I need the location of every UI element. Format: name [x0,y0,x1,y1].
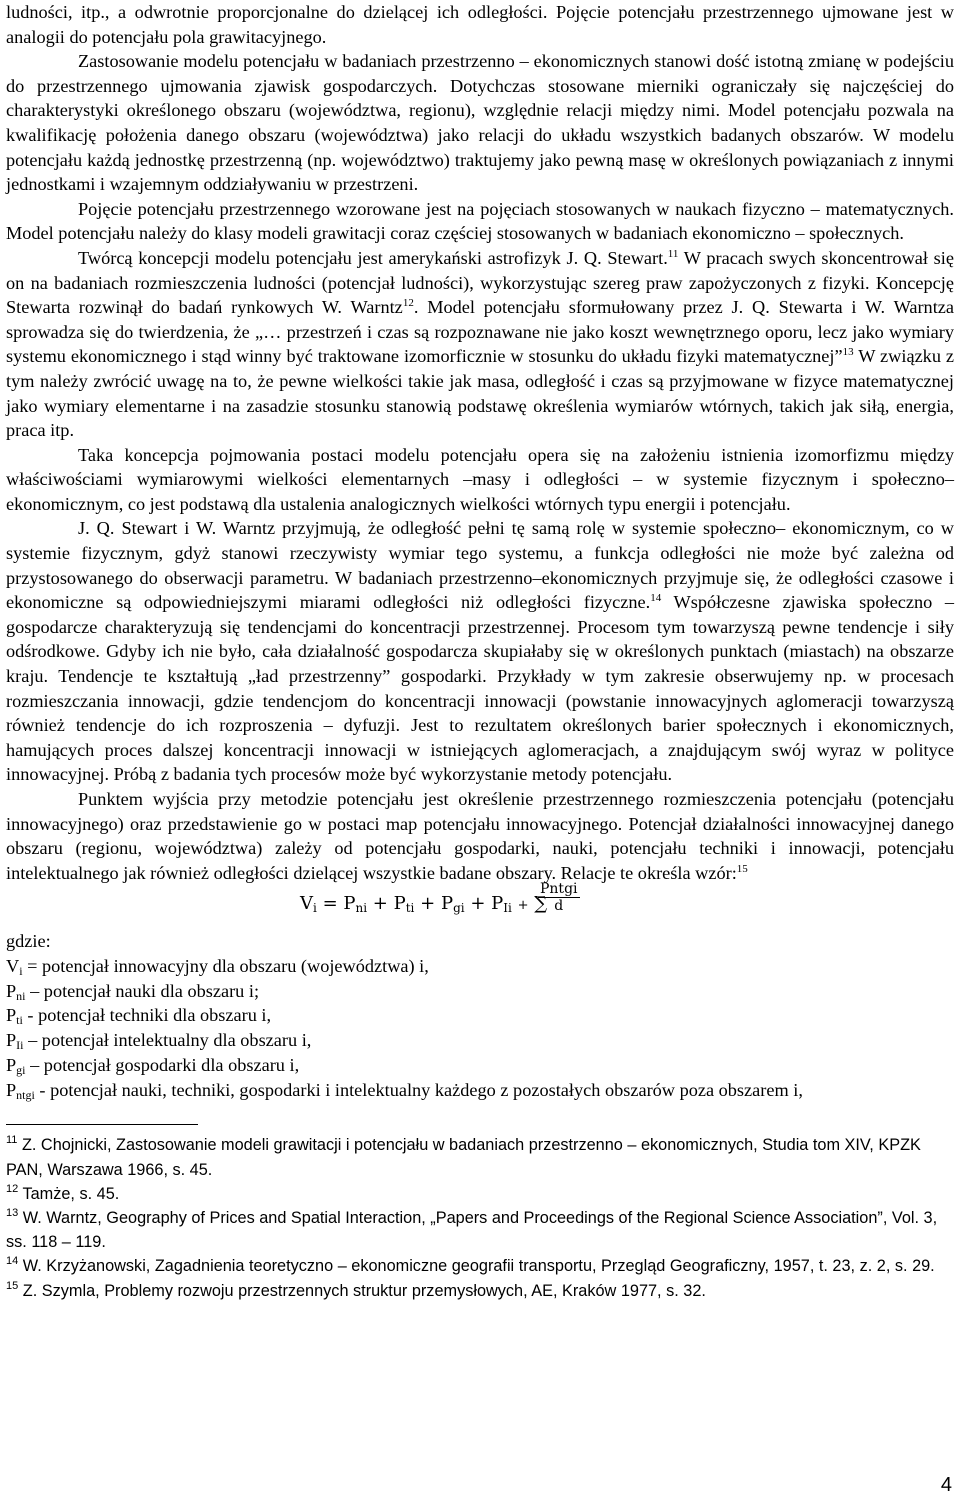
paragraph-text: Twórcą koncepcji modelu potencjału jest amerykański astrofizyk J. Q. Stewart. [78,247,668,268]
definition-text: = potencjał innowacyjny dla obszaru (województwa) i, [22,956,429,977]
paragraph-text: Punktem wyjścia przy metodzie potencjału jest określenie przestrzennego rozmieszczenia potencjału (potencjału innowacyjnego) oraz przedstawienie go w postaci map potencjału innowacyjnego. Potencjał działalności innowacyjnej danego obszaru (regionu, województwa) zależy od potencjału gospodarki, nauki, potencjału techniki i innowacji, potencjału intelektualnego jak również odległości dzielącej wszystkie badane obszary. Relacje te określa wzór: [6,789,954,883]
definition-text: – potencjał gospodarki dla obszaru i, [25,1054,300,1075]
page-number: 4 [940,1474,952,1496]
definition-subscript: i [19,964,23,979]
paragraph-text: Taka koncepcja pojmowania postaci modelu potencjału opera się na założeniu istnienia izomorfizmu między właściwościami wymiarowymi wielkości elementarnych –masy i odległości – w systemie fizycznym i społeczno–ekonomicznym, co jest podstawą dla ustalenia analogicznych wielkości wtórnych typu energii i potencjału. [6,444,954,514]
definition-subscript: Ii [16,1038,24,1053]
footnote [6,1206,954,1254]
footnotes [6,1133,954,1302]
footnote-reference: 11 [667,247,679,260]
formula-expression: $V_i = P_{ni} + P_{ti} + P_{gi} + P_{Ii}$ + ∑ [300,893,548,916]
paragraph-text: . Model potencjału sformułowany przez J. Q. Stewarta i W. Warntza sprowadza się do twierdzenia, że „… przestrzeń i czas są rozpoznawane nie jako koszt wewnętrznego oporu, lecz jako wymiary systemu ekonomicznego i stąd winny być traktowane izomorficznie w stosunku do układu fizyki matematycznej” [6,297,955,367]
footnote-reference: 14 [650,592,662,605]
paragraph [6,197,954,246]
document-page [6,0,954,1303]
definition-symbol: V [6,956,20,977]
footnote-number: 12 [6,1182,19,1195]
definition-symbol: P [6,1005,17,1026]
paragraph-text: W związku z tym należy zwrócić uwagę na to, że pewne wielkości takie jak masa, odległość i czas są przyjmowane w fizyce matematycznej jako wymiary elementarne i na zasadzie stosunku stanowią podstawę określenia wymiarów wtórnych, takich jak siłą, energia, praca itp. [6,346,954,441]
paragraph [6,246,954,443]
definition-symbol: P [6,1079,17,1100]
definition-item [6,1078,954,1103]
definitions-intro: gdzie: [6,931,51,952]
footnote [6,1182,954,1206]
definition-text: – potencjał nauki dla obszaru i; [25,980,260,1001]
paragraph [6,787,954,885]
footnote-reference: 15 [736,862,748,875]
definition-subscript: gi [16,1062,26,1077]
definition-symbol: P [6,1054,17,1075]
definition-item [6,1003,954,1028]
definition-text: – potencjał intelektualny dla obszaru i, [23,1030,312,1051]
definition-text: - potencjał techniki dla obszaru i, [22,1005,272,1026]
footnote [6,1279,954,1303]
footnote-text: Z. Szymla, Problemy rozwoju przestrzennych struktur przemysłowych, AE, Kraków 1977, s. 32. [18,1281,706,1300]
definitions-list [6,954,954,1102]
definition-subscript: ni [16,988,26,1003]
footnote-separator [6,1124,198,1125]
paragraph-text: Pojęcie potencjału przestrzennego wzorowane jest na pojęciach stosowanych w naukach fizyczno – matematycznych. Model potencjału należy do klasy modeli grawitacji coraz częściej stosowanych w badaniach ekonomiczno – społecznych. [6,198,954,244]
definition-symbol: P [6,1030,17,1051]
footnote-text: Z. Chojnicki, Zastosowanie modeli grawitacji i potencjału w badaniach przestrzenno – ekonomicznych, Studia tom XIV, KPZK PAN, Warszawa 1966, s. 45. [6,1136,921,1179]
definition-symbol: P [6,980,17,1001]
paragraph [6,443,954,517]
paragraph [6,0,954,49]
footnote-number: 11 [6,1134,18,1147]
footnote-number: 14 [6,1255,19,1268]
footnote-text: W. Krzyżanowski, Zagadnienia teoretyczno – ekonomiczne geografii transportu, Przegląd Geograficzny, 1957, t. 23, z. 2, s. 29. [18,1257,935,1276]
footnote-reference: 13 [842,346,854,359]
definition-item [6,979,954,1004]
definition-item [6,954,954,979]
definition-subscript: ti [16,1013,23,1028]
definition-subscript: ntgi [16,1087,35,1102]
footnote-number: 15 [6,1279,19,1292]
paragraph-text: Zastosowanie modelu potencjału w badaniach przestrzenno – ekonomicznych stanowi dość istotną zmianę w podejściu do przestrzennego ujmowania zjawisk gospodarczych. Dotychczas stosowane mierniki ograniczały się najczęściej do charakterystyki określonego obszaru (województwa, regionu), względnie relacji między nimi. Model potencjału pozwala na kwalifikację położenia danego obszaru (województwa) jako relacji do układu wszystkich badanych obszarów. W modelu potencjału każdą jednostkę przestrzenną (np. województwo) traktujemy jako pewną masę w określonych powiązaniach z innymi jednostkami i wzajemnym oddziaływaniu w przestrzeni. [6,51,954,195]
footnote-number: 13 [6,1206,19,1219]
paragraph-text: W pracach swych skoncentrował się on na badaniach rozmieszczenia ludności (potencjał ludności), wykorzystując szereg praw zapożyczonych z fizyki. Koncepcję Stewarta rozwinął do badań rynkowych W. Warntz [6,247,954,318]
paragraph-text: Współczesne zjawiska społeczno – gospodarcze charakteryzują się tendencjami do koncentracji przestrzennej. Procesom tym towarzyszą pewne tendencje i siły odśrodkowe. Gdyby ich nie było, cała działalność gospodarcza skupiałaby się w określonych punktach (miastach) na obszarze kraju. Tendencje te kształtują „ład przestrzenny” gospodarki. Przykłady w tym zakresie obserwujemy np. w procesach rozmieszczania innowacji, gdzie tendencjom do koncentracji innowacji (powstanie innowacyjnych aglomeracji towarzyszą również tendencje do ich rozproszenia – dyfuzji. Jest to rezultatem określonych barier społecznych i ekonomicznych, hamujących proces dalszej koncentracji innowacji w istniejących aglomeracjach, a znajdującym swój wyraz w polityce innowacyjnej. Próbą z badania tych procesów może być wykorzystanie metody potencjału. [6,592,954,785]
fraction-numerator: Pntgi [540,881,578,898]
footnote-text: Tamże, s. 45. [18,1184,120,1203]
footnote-reference: 12 [402,297,414,310]
definition-item [6,1053,954,1078]
definition-text: - potencjał nauki, techniki, gospodarki i intelektualny każdego z pozostałych obszarów poza obszarem i, [34,1079,803,1100]
formula-fraction [538,881,580,914]
sum-symbol: ∑ [534,893,548,915]
footnote [6,1133,954,1181]
paragraph-text: ludności, itp., a odwrotnie proporcjonalne do dzielącej ich odległości. Pojęcie potencjału przestrzennego ujmowane jest w analogii do potencjału pola grawitacyjnego. [6,2,954,47]
fraction-denominator: d [554,898,564,915]
definition-item [6,1028,954,1053]
paragraph [6,516,954,787]
paragraph-text: J. Q. Stewart i W. Warntz przyjmują, że odległość pełni tę samą rolę w systemie społeczno– ekonomicznym, co w systemie fizycznym, gdyż stanowi rzeczywisty wymiar tego systemu, a funkcja odległości nie może być zależna od przystosowanego do obserwacji parametru. W badaniach przestrzenno–ekonomicznych przyjmuje się, że odległości czasowe i ekonomiczne są odpowiedniejszymi miarami odległości niż odległości fizyczne. [6,518,954,613]
potential-formula [6,881,954,929]
footnote [6,1254,954,1278]
footnote-text: W. Warntz, Geography of Prices and Spatial Interaction, „Papers and Proceedings of the Regional Science Association”, Vol. 3, ss. 118 – 119. [6,1208,938,1252]
paragraph [6,49,954,197]
body-text [6,0,954,885]
